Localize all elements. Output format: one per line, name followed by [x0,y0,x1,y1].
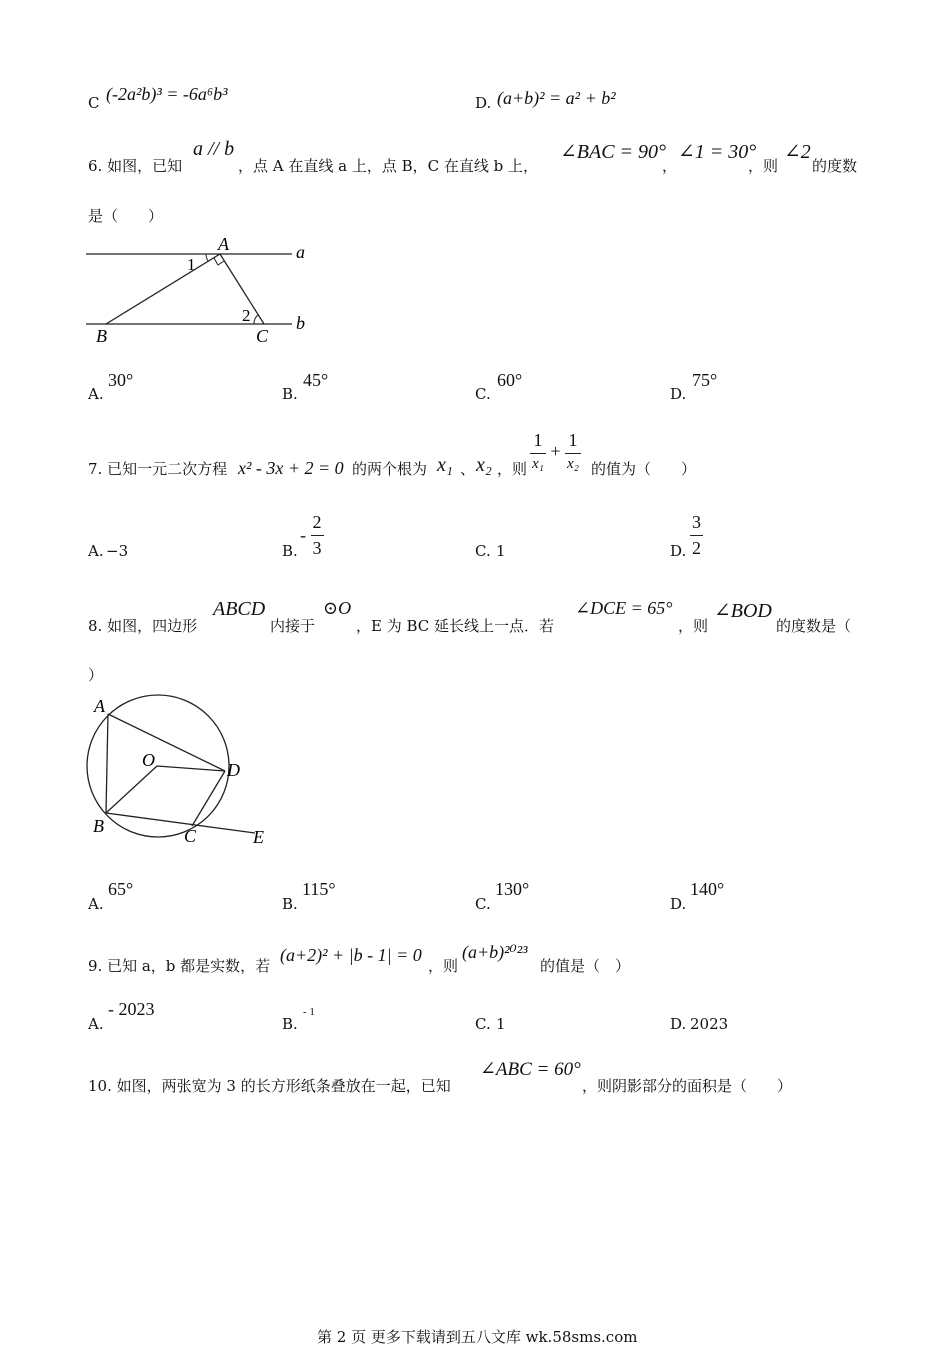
q9-option-a-value: - 2023 [108,999,155,1019]
q8-target: ∠BOD [714,600,772,622]
q6-cond-angle-bac: ∠BAC = 90° [560,141,667,163]
q7-option-c-label: C. [475,542,491,560]
label-b: b [296,313,305,333]
label-C: C [184,826,197,846]
q8-option-d-label: D. [670,895,687,913]
label-angle-1: 1 [187,255,196,274]
q7-option-d-label: D. [670,542,687,560]
q9-equation: (a+2)² + |b - 1| = 0 [280,945,422,965]
q8-option-c-value: 130° [495,879,530,899]
q8-option-b-value: 115° [302,879,336,899]
q7-option-d-num: 3 [692,512,701,532]
q6-figure [80,230,330,350]
q7-option-a-value: −3 [106,542,129,560]
q6-stem-2: ，点 A 在直线 a 上，点 B，C 在直线 b 上， [238,157,539,175]
label-B: B [93,816,104,836]
q10-stem-1: 10. 如图，两张宽为 3 的长方形纸条叠放在一起，已知 [88,1077,451,1095]
q8-figure [80,688,280,850]
q6-stem-3: ，则 [748,157,779,175]
q9-option-d-label: D. [670,1015,687,1033]
q8-stem-3: ，E 为 BC 延长线上一点．若 [356,617,555,635]
label-O: O [142,750,155,770]
q5-option-d-label: D. [475,94,492,112]
q6-target-angle: ∠2 [784,141,811,163]
q6-option-b-value: 45° [303,370,329,390]
q8-option-c-label: C. [475,895,491,913]
segment-ab [106,714,108,813]
label-D: D [227,760,240,780]
q6-stem-5: 是（ ） [88,207,164,225]
q6-option-c-value: 60° [497,370,523,390]
q7-stem-1: 7. 已知一元二次方程 [88,460,228,478]
q6-option-d-label: D. [670,385,687,403]
q8-stem-4: ，则 [678,617,709,635]
q9-stem-2: ，则 [428,957,459,975]
q8-cond: ∠DCE = 65° [575,598,673,618]
q7-option-b-den: 3 [312,538,322,558]
q9-option-c-value: 1 [496,1015,506,1033]
label-A: A [218,234,229,254]
q8-option-a-label: A. [88,895,104,913]
q7-option-d-den: 2 [692,538,701,558]
q7-root-2: x₂ [476,454,492,476]
q9-option-a-label: A. [88,1015,104,1033]
q8-stem-2: 内接于 [270,617,316,635]
q7-frac-1-den: x₁ [532,456,544,472]
q7-option-a-label: A. [88,542,104,560]
q7-option-b-value [300,512,324,559]
q5-option-c-label: C [88,94,100,112]
angle-2-arc [254,315,258,324]
q6-cond-parallel: a // b [193,138,235,160]
segment-bo [106,766,157,813]
q7-root-1: x₁ [437,454,453,476]
q8-quad: ABCD [213,598,266,620]
q9-option-c-label: C. [475,1015,491,1033]
segment-ab [106,254,220,324]
q7-plus: + [550,441,561,461]
q7-frac-1-num: 1 [533,430,543,450]
q10-stem-2: ，则阴影部分的面积是（ ） [582,1077,793,1095]
q8-stem-6: ） [88,666,104,684]
q8-stem-5: 的度数是（ [776,617,852,635]
q6-option-b-label: B. [282,385,298,403]
q9-expr: (a+b)²⁰²³ [462,942,528,962]
page-footer: 第 2 页 更多下载请到五八文库 wk.58sms.com [317,1328,638,1346]
q7-option-b-sign: - [300,525,306,545]
q7-equation: x² - 3x + 2 = 0 [238,458,344,478]
q7-frac-1 [530,430,546,473]
q8-option-b-label: B. [282,895,298,913]
segment-ad [108,714,225,771]
q8-circle: ⊙O [323,598,352,618]
q7-option-d-value [690,512,703,559]
q7-frac-2-num: 1 [568,430,578,450]
q10-cond: ∠ABC = 60° [480,1059,581,1080]
label-C: C [256,326,269,346]
q7-option-b-label: B. [282,542,298,560]
q6-comma: ， [662,157,678,175]
q7-option-b-num: 2 [312,512,322,532]
q6-stem-1: 6. 如图，已知 [88,157,183,175]
angle-1-arc [206,254,208,261]
label-a: a [296,242,305,262]
q6-stem-4: 的度数 [812,157,858,175]
q7-stem-3: ，则 [497,460,528,478]
q5-option-c-expr: (-2a²b)³ = -6a⁶b³ [106,84,228,104]
segment-dc [192,771,225,826]
q7-stem-4: 的值为（ ） [591,460,697,478]
label-angle-2: 2 [242,306,251,325]
q8-option-a-value: 65° [108,879,134,899]
q9-option-b-value: - 1 [303,1006,315,1018]
label-E: E [253,827,264,847]
label-A: A [94,696,105,716]
q6-option-a-label: A. [88,385,104,403]
q6-cond-angle-1: ∠1 = 30° [678,141,757,163]
q5-option-d-expr: (a+b)² = a² + b² [497,88,616,108]
q6-option-a-value: 30° [108,370,134,390]
q9-stem-1: 9. 已知 a，b 都是实数，若 [88,957,271,975]
label-B: B [96,326,107,346]
q7-frac-2 [565,430,581,473]
q6-option-c-label: C. [475,385,491,403]
q9-stem-3: 的值是（ ） [540,957,631,975]
q7-sep: 、 [460,460,476,478]
q7-frac-2-den: x₂ [567,456,579,472]
q8-option-d-value: 140° [690,879,725,899]
q9-option-d-value: 2023 [690,1015,729,1033]
q7-option-c-value: 1 [496,542,506,560]
q9-option-b-label: B. [282,1015,298,1033]
q6-option-d-value: 75° [692,370,718,390]
q8-stem-1: 8. 如图，四边形 [88,617,198,635]
q7-stem-2: 的两个根为 [352,460,428,478]
q7-sum-expression [530,430,581,473]
